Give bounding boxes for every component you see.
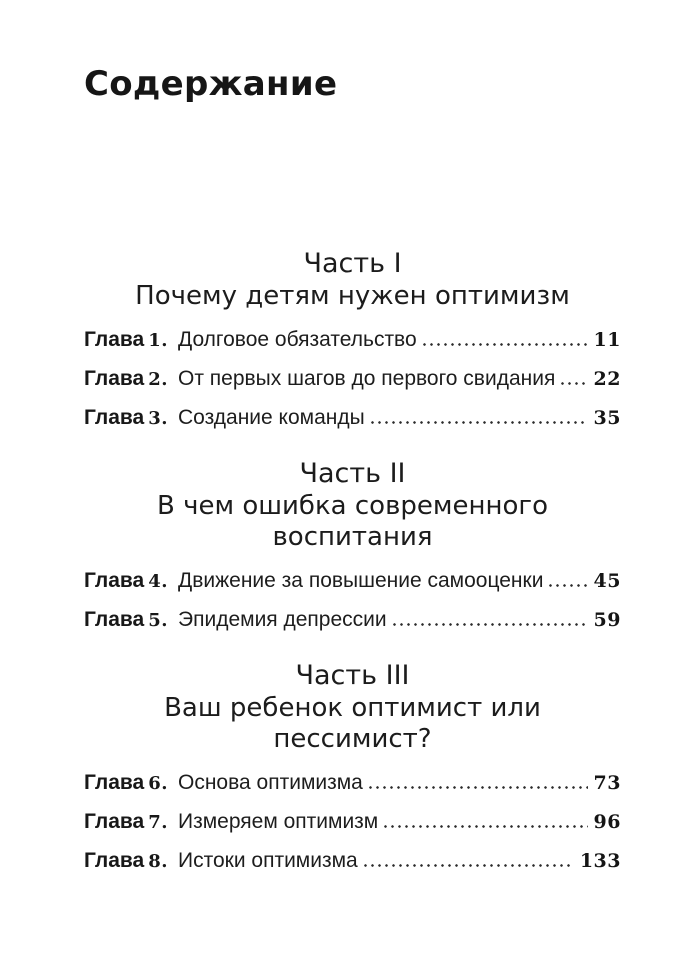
chapter-page-number: 59 xyxy=(593,609,621,631)
part-heading: Часть II xyxy=(299,458,406,489)
dot-leader xyxy=(547,584,587,587)
chapter-label-word: Глава xyxy=(84,406,145,429)
chapter-label xyxy=(84,405,178,432)
chapter-label-num: 3. xyxy=(148,408,168,429)
chapter-row xyxy=(84,568,621,595)
chapter-row xyxy=(84,809,621,836)
part-section-1 xyxy=(84,248,621,432)
chapter-label-word: Глава xyxy=(84,569,145,592)
chapter-page-number: 45 xyxy=(593,570,621,592)
chapter-label-num: 5. xyxy=(148,610,168,631)
chapter-label-word: Глава xyxy=(84,328,145,351)
chapter-label-num: 1. xyxy=(148,330,168,351)
part-heading: Часть III xyxy=(295,660,410,691)
chapter-label xyxy=(84,607,178,634)
dot-leader xyxy=(362,864,574,867)
chapter-title: От первых шагов до первого свидания xyxy=(178,367,556,390)
chapter-page-number: 22 xyxy=(593,368,621,390)
chapter-label xyxy=(84,770,178,797)
dot-leader xyxy=(382,825,587,828)
chapter-title: Долговое обязательство xyxy=(178,328,417,351)
dot-leader xyxy=(421,343,588,346)
chapter-page-number: 96 xyxy=(593,811,621,833)
chapter-label xyxy=(84,366,178,393)
chapter-label-num: 7. xyxy=(148,812,168,833)
chapter-row xyxy=(84,327,621,354)
chapter-label-num: 2. xyxy=(148,369,168,390)
chapter-label-num: 8. xyxy=(148,851,168,872)
dot-leader xyxy=(391,623,588,626)
chapter-page-number: 11 xyxy=(593,329,621,351)
chapter-title: Эпидемия депрессии xyxy=(178,608,387,631)
part-heading: Часть I xyxy=(303,248,402,279)
chapter-label xyxy=(84,809,178,836)
chapter-label xyxy=(84,848,178,875)
chapter-label-word: Глава xyxy=(84,810,145,833)
chapter-page-number: 35 xyxy=(593,407,621,429)
part-subtitle: Почему детям нужен оптимизм xyxy=(135,281,570,311)
chapter-title: Истоки оптимизма xyxy=(178,849,358,872)
chapter-label xyxy=(84,568,178,595)
chapter-row xyxy=(84,770,621,797)
chapter-label-word: Глава xyxy=(84,771,145,794)
chapter-row xyxy=(84,607,621,634)
dot-leader xyxy=(367,786,588,789)
part-section-3 xyxy=(84,660,621,875)
chapter-row xyxy=(84,405,621,432)
page-title: Содержание xyxy=(84,64,338,104)
part-subtitle: В чем ошибка современного воспитания xyxy=(157,491,548,552)
chapter-row xyxy=(84,366,621,393)
chapter-page-number: 133 xyxy=(579,850,621,872)
chapter-label-num: 6. xyxy=(148,773,168,794)
chapter-label-word: Глава xyxy=(84,608,145,631)
chapter-label-word: Глава xyxy=(84,849,145,872)
part-subtitle: Ваш ребенок оптимист или пессимист? xyxy=(164,693,541,754)
chapter-title: Основа оптимизма xyxy=(178,771,363,794)
chapter-title: Измеряем оптимизм xyxy=(178,810,379,833)
chapter-label xyxy=(84,327,178,354)
dot-leader xyxy=(369,421,588,424)
table-of-contents xyxy=(84,248,621,875)
chapter-title: Движение за повышение самооценки xyxy=(178,569,544,592)
chapter-label-num: 4. xyxy=(148,571,168,592)
dot-leader xyxy=(559,382,587,385)
chapter-page-number: 73 xyxy=(593,772,621,794)
chapter-label-word: Глава xyxy=(84,367,145,390)
chapter-title: Создание команды xyxy=(178,406,365,429)
part-section-2 xyxy=(84,458,621,634)
chapter-row xyxy=(84,848,621,875)
